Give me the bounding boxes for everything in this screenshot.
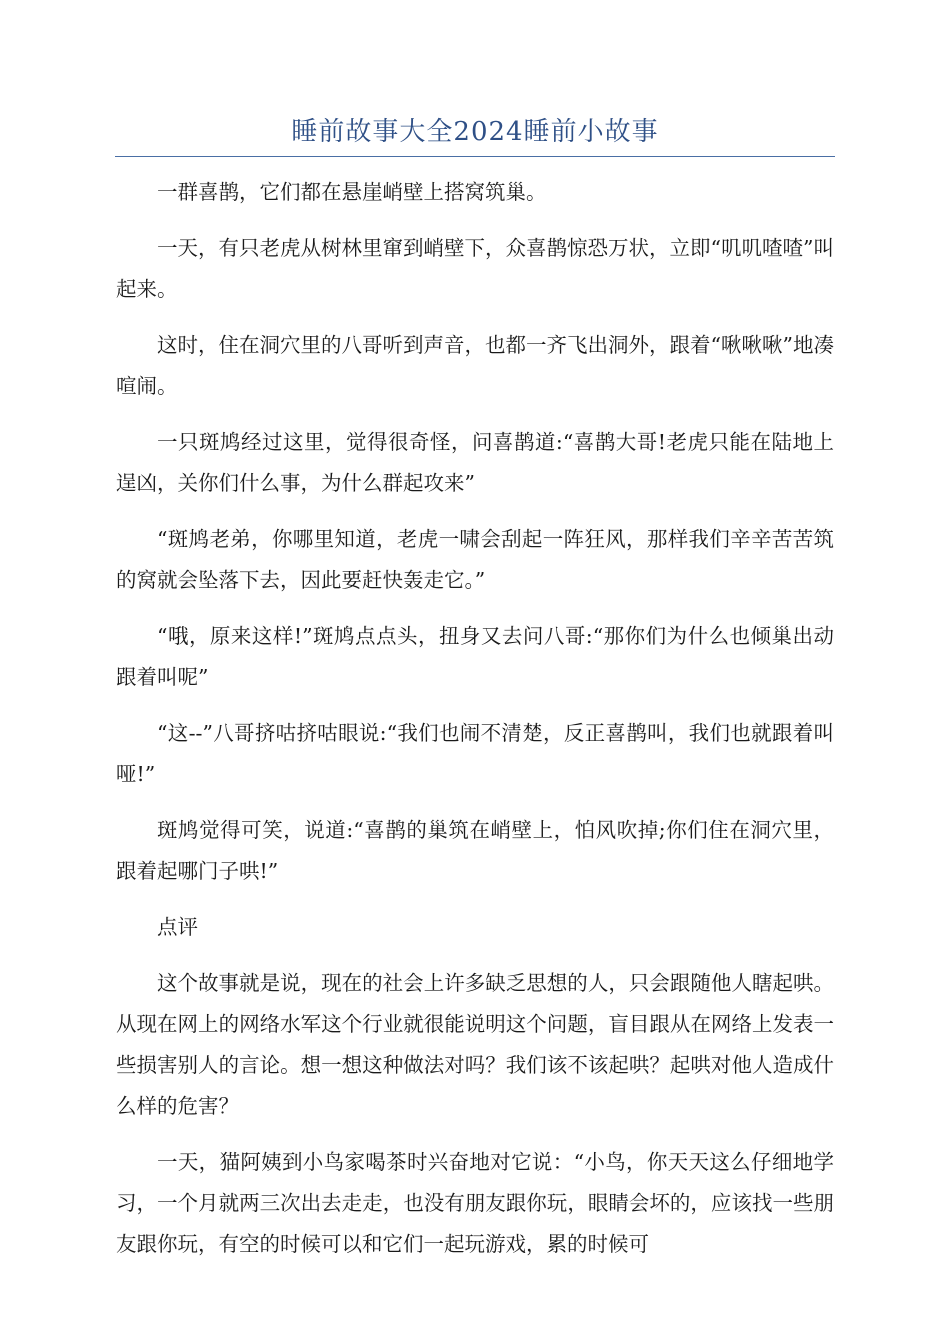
paragraph: 这个故事就是说，现在的社会上许多缺乏思想的人，只会跟随他人瞎起哄。从现在网上的网络水军这个行业就很能说明这个问题，盲目跟从在网络上发表一些损害别人的言论。想一想这种做法对吗？我们该不该起哄？起哄对他人造成什么样的危害？: [116, 971, 834, 1118]
paragraph: 一群喜鹊，它们都在悬崖峭壁上搭窝筑巢。: [157, 180, 547, 204]
paragraph: 斑鸠觉得可笑，说道:“喜鹊的巢筑在峭壁上，怕风吹掉;你们住在洞穴里，跟着起哪门子哄!”: [116, 818, 834, 883]
paragraph: “这--”八哥挤咕挤咕眼说:“我们也闹不清楚，反正喜鹊叫，我们也就跟着叫哑!”: [116, 721, 834, 786]
paragraph: “哦，原来这样!”斑鸠点点头，扭身又去问八哥:“那你们为什么也倾巢出动跟着叫呢”: [116, 624, 834, 689]
paragraph: 这时，住在洞穴里的八哥听到声音，也都一齐飞出洞外，跟着“啾啾啾”地凑喧闹。: [116, 333, 834, 398]
paragraph: “斑鸠老弟，你哪里知道，老虎一啸会刮起一阵狂风，那样我们辛辛苦苦筑的窝就会坠落下去，因此要赶快轰走它。”: [116, 527, 834, 592]
paragraph: 一天，有只老虎从树林里窜到峭壁下，众喜鹊惊恐万状，立即“叽叽喳喳”叫起来。: [116, 236, 834, 301]
paragraph: 一只斑鸠经过这里，觉得很奇怪，问喜鹊道:“喜鹊大哥!老虎只能在陆地上逞凶，关你们什么事，为什么群起攻来”: [116, 430, 834, 495]
paragraph: 一天，猫阿姨到小鸟家喝茶时兴奋地对它说：“小鸟，你天天这么仔细地学习，一个月就两三次出去走走，也没有朋友跟你玩，眼睛会坏的，应该找一些朋友跟你玩，有空的时候可以和它们一起玩游戏，累的时候可: [116, 1150, 834, 1256]
section-heading-comment: 点评: [157, 915, 198, 939]
title-block: [115, 112, 835, 157]
document-title: 睡前故事大全2024睡前小故事: [291, 117, 659, 147]
document-body: [116, 172, 834, 1280]
